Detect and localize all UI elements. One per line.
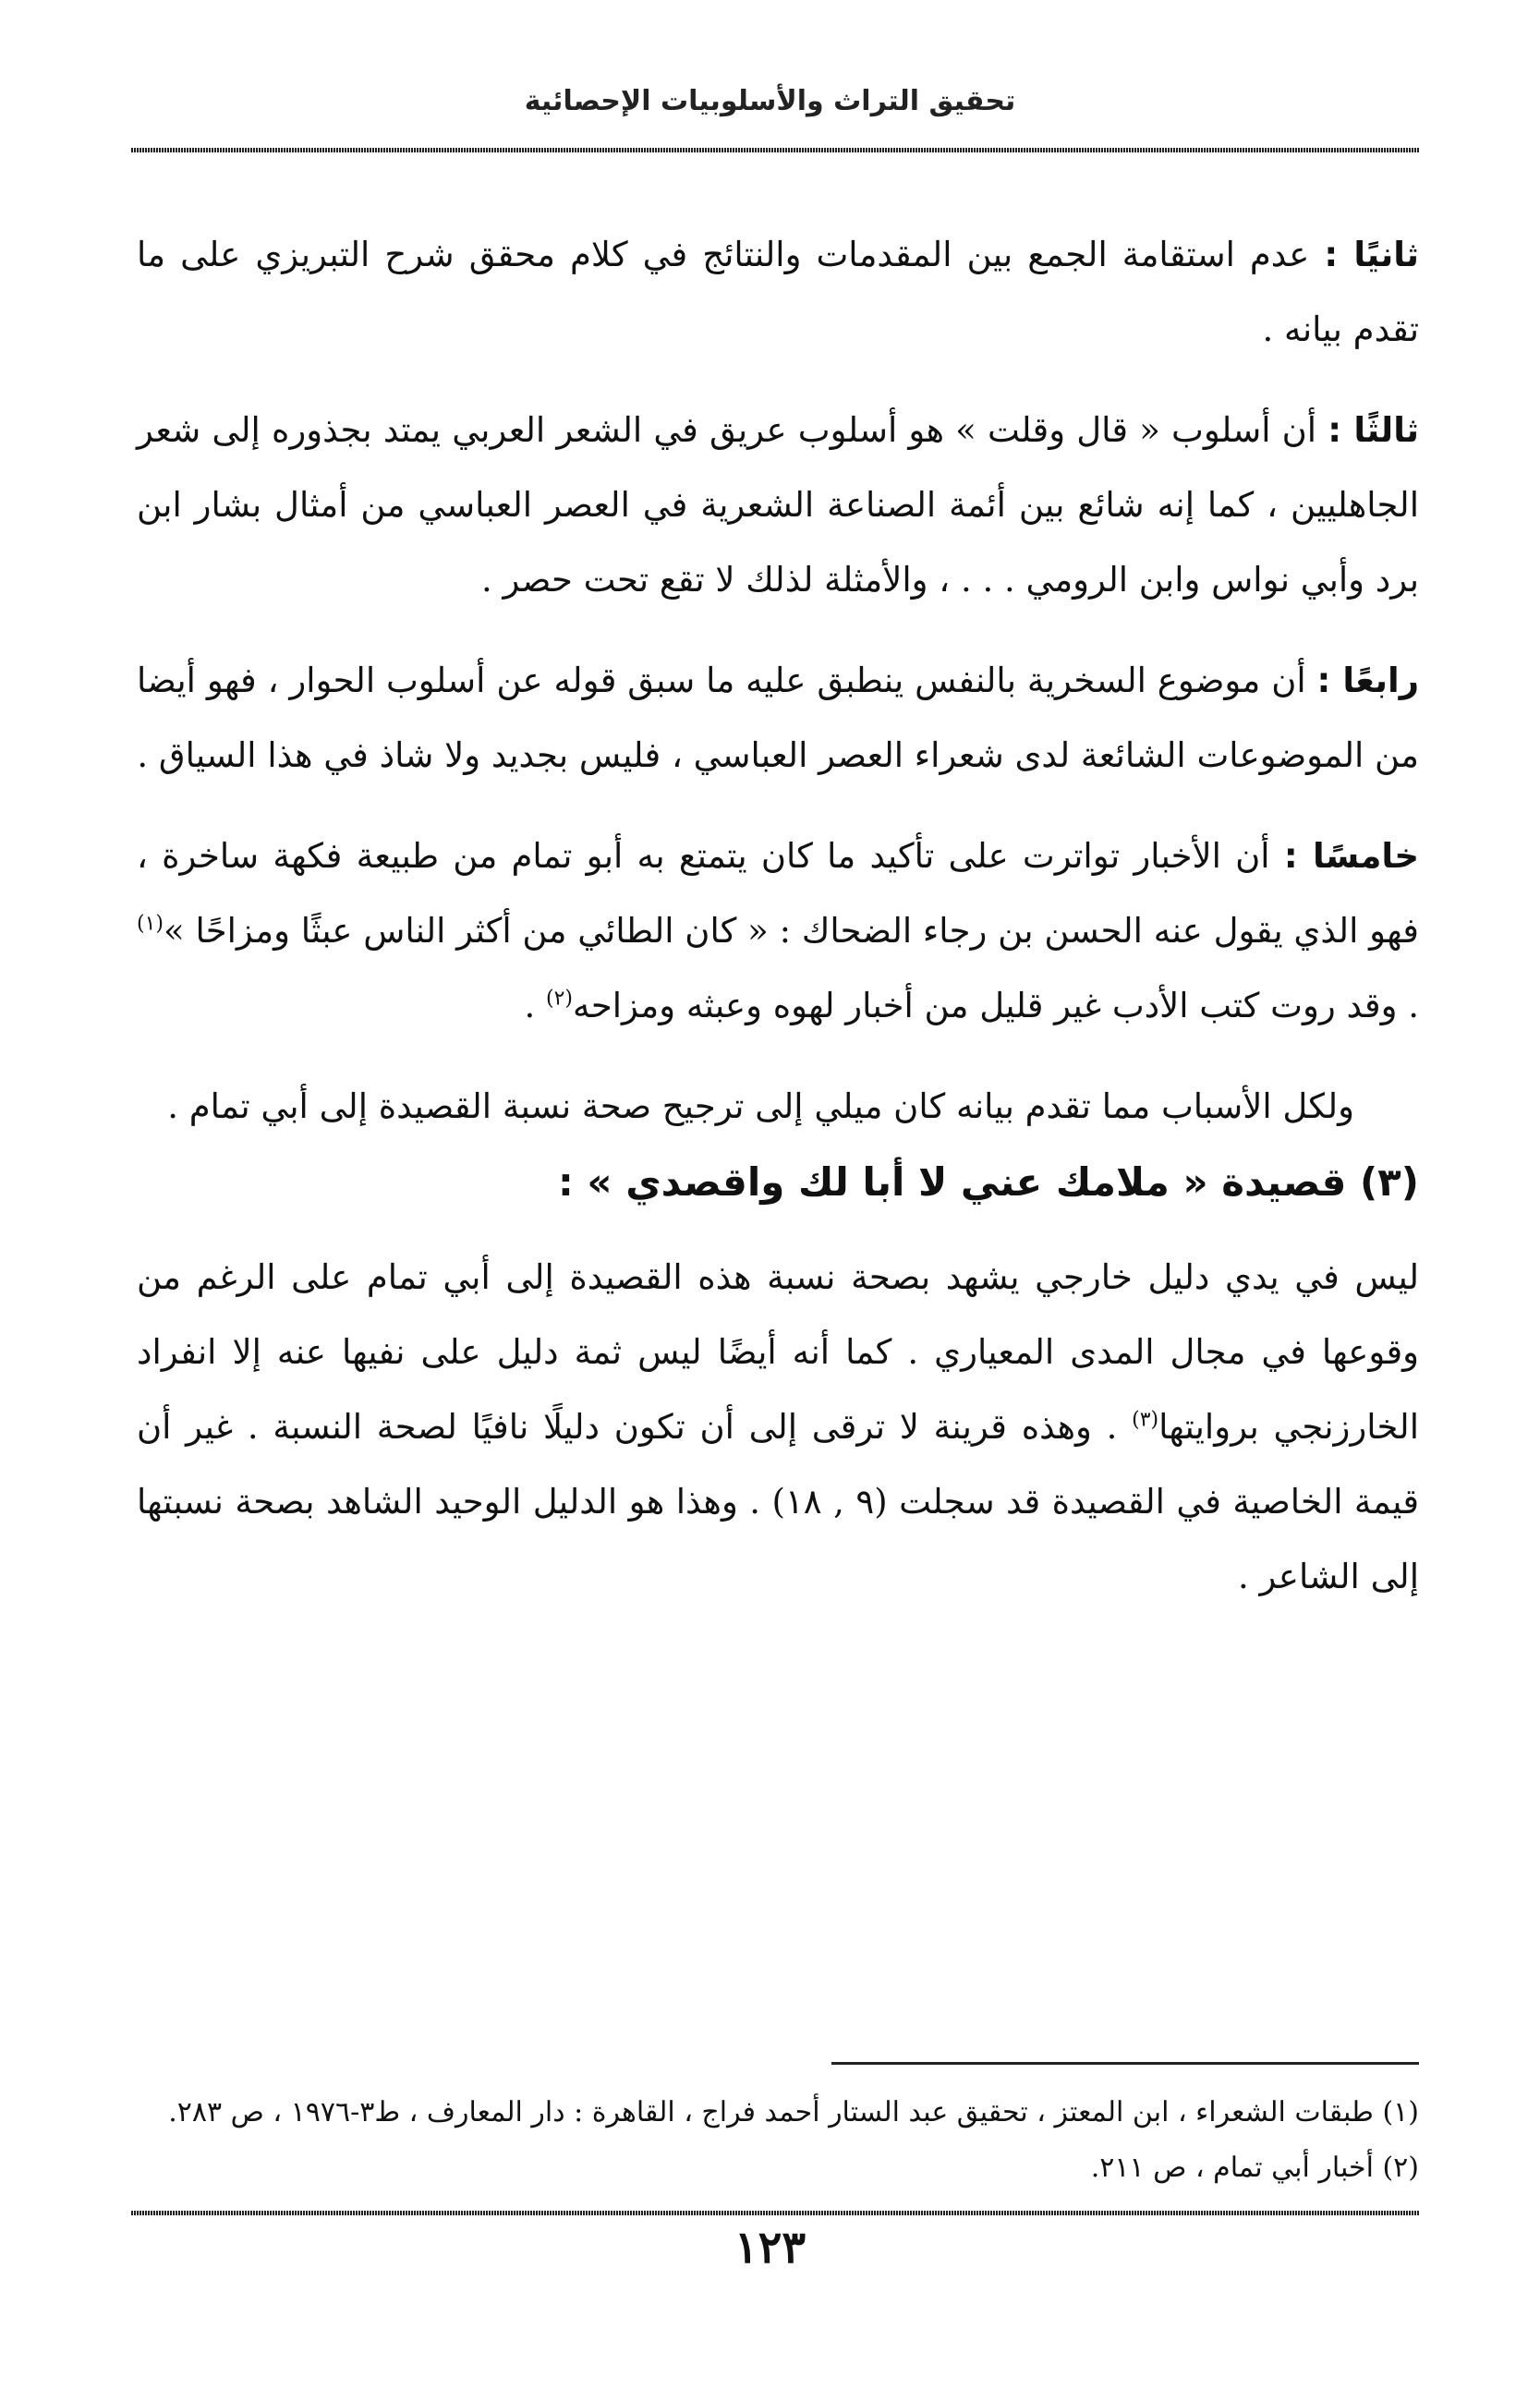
running-head: تحقيق التراث والأسلوبيات الإحصائية [524,85,1016,117]
paragraph-section-3 [137,1240,1419,1614]
body-text [137,217,1419,1640]
paragraph-text: أن أسلوب « قال وقلت » هو أسلوب عريق في الشعر العربي يمتد بجذوره إلى شعر الجاهليين ، كما إنه شائع بين أئمة الصناعة الشعرية في العصر العباسي من أمثال بشار ابن برد وأبي نواس وابن الرومي . . . ، والأمثلة لذلك لا تقع تحت حصر . [137,410,1419,600]
footnote-ref-1[interactable]: (١) [137,912,164,936]
paragraph-text: عدم استقامة الجمع بين المقدمات والنتائج في كلام محقق شرح التبريزي على ما تقدم بيانه . [137,235,1419,349]
paragraph-lead: رابعًا : [1316,661,1419,700]
paragraph-text: . [524,986,546,1025]
paragraph-rabian [137,643,1419,793]
section-heading: (٣) قصيدة « ملامك عني لا أبا لك واقصدي » : [558,1159,1419,1205]
footnotes [137,2088,1419,2199]
paragraph-lead: ثانيًا : [1324,235,1419,274]
paragraph-thalithan [137,393,1419,617]
footnote-ref-3[interactable]: (٣) [1132,1408,1159,1432]
paragraph-text: . وقد روت كتب الأدب غير قليل من أخبار لهوه وعبثه ومزاحه [572,986,1419,1025]
paragraph-thaniyan [137,217,1419,367]
footnote-ref-2[interactable]: (٢) [545,987,573,1011]
footnote-1: (١) طبقات الشعراء ، ابن المعتز ، تحقيق عبد الستار أحمد فراج ، القاهرة : دار المعارف ، ط٣-١٩٧٦ ، ص ٢٨٣. [168,2096,1419,2128]
paragraph-text: أن موضوع السخرية بالنفس ينطبق عليه ما سبق قوله عن أسلوب الحوار ، فهو أيضا من الموضوعات الشائعة لدى شعراء العصر العباسي ، فليس بجديد ولا شاذ في هذا السياق . [137,661,1419,775]
header-rule [131,148,1420,152]
paragraph-lead: ثالثًا : [1328,410,1419,450]
footnote-separator [831,2062,1419,2065]
paragraph-lead: خامسًا : [1283,836,1419,876]
footnote-2: (٢) أخبار أبي تمام ، ص ٢١١. [1090,2152,1419,2184]
closing-sentence: ولكل الأسباب مما تقدم بيانه كان ميلي إلى ترجيح صحة نسبة القصيدة إلى أبي تمام . [167,1086,1354,1126]
paragraph-khamisan [137,819,1419,1043]
paragraph-text: ليس في يدي دليل خارجي يشهد بصحة نسبة هذه القصيدة إلى أبي تمام على الرغم من وقوعها في مجال المدى المعياري . كما أنه أيضًا ليس ثمة دليل على نفيها عنه إلا انفراد الخارزنجي بروايتها [137,1257,1419,1447]
page-number: ١٢٣ [734,2222,806,2274]
paragraph-text: أن الأخبار تواترت على تأكيد ما كان يتمتع به أبو تمام من طبيعة فكهة ساخرة ، فهو الذي يقول عنه الحسن بن رجاء الضحاك : « كان الطائي من أكثر الناس عبثًا ومزاحًا » [137,836,1419,951]
paragraph-text: . وهذه قرينة لا ترقى إلى أن تكون دليلًا نافيًا لصحة النسبة . غير أن قيمة الخاصية في القصيدة قد سجلت (٩ , ١٨) . وهذا هو الدليل الوحيد الشاهد بصحة نسبتها إلى الشاعر . [137,1407,1420,1596]
footer-rule [131,2211,1420,2215]
